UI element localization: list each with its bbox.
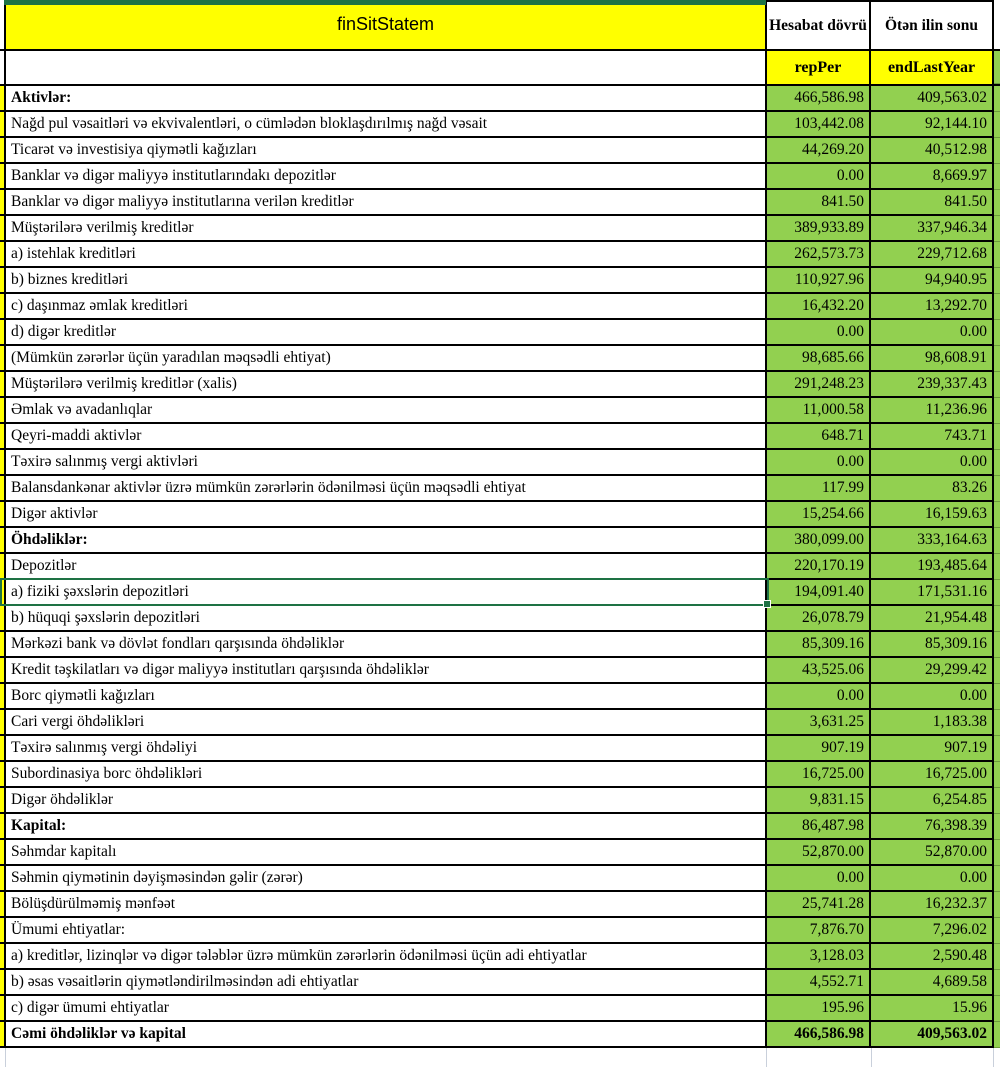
right-margin-cell xyxy=(994,918,1000,944)
column-header-reporting-period[interactable]: Hesabat dövrü xyxy=(767,0,871,49)
endlastyear-value-cell[interactable]: 98,608.91 xyxy=(871,346,994,370)
repper-value-cell[interactable]: 11,000.58 xyxy=(767,398,871,422)
right-margin-cell xyxy=(994,944,1000,970)
right-margin-cell xyxy=(994,0,1000,49)
right-margin-cell xyxy=(994,996,1000,1022)
endlastyear-value-cell[interactable]: 841.50 xyxy=(871,190,994,214)
table-row xyxy=(0,398,1000,424)
row-label-cell[interactable]: Səhmdar kapitalı xyxy=(6,840,767,864)
header-row xyxy=(0,0,1000,51)
table-body xyxy=(0,86,1000,1048)
row-label-cell[interactable]: Kredit təşkilatları və digər maliyyə institutları qarşısında öhdəliklər xyxy=(6,658,767,682)
repper-value-cell[interactable]: 0.00 xyxy=(767,866,871,890)
table-row xyxy=(0,346,1000,372)
row-label-cell[interactable]: b) hüquqi şəxslərin depozitləri xyxy=(6,606,767,630)
repper-value-cell[interactable]: 9,831.15 xyxy=(767,788,871,812)
repper-value-cell[interactable]: 44,269.20 xyxy=(767,138,871,162)
repper-value-cell[interactable]: 380,099.00 xyxy=(767,528,871,552)
table-row xyxy=(0,138,1000,164)
right-margin-cell xyxy=(994,606,1000,632)
selection-fill-handle[interactable] xyxy=(763,600,771,608)
endlastyear-value-cell[interactable]: 40,512.98 xyxy=(871,138,994,162)
right-margin-cell xyxy=(994,216,1000,242)
endlastyear-value-cell[interactable]: 907.19 xyxy=(871,736,994,760)
table-row xyxy=(0,944,1000,970)
endlastyear-value-cell[interactable]: 4,689.58 xyxy=(871,970,994,994)
endlastyear-value-cell[interactable]: 52,870.00 xyxy=(871,840,994,864)
row-label-cell[interactable]: Səhmin qiymətinin dəyişməsindən gəlir (zərər) xyxy=(6,866,767,890)
endlastyear-value-cell[interactable]: 21,954.48 xyxy=(871,606,994,630)
repper-value-cell[interactable]: 86,487.98 xyxy=(767,814,871,838)
table-row xyxy=(0,736,1000,762)
row-label-cell[interactable]: (Mümkün zərərlər üçün yaradılan məqsədli ehtiyat) xyxy=(6,346,767,370)
repper-value-cell[interactable]: 0.00 xyxy=(767,164,871,188)
row-label-cell[interactable]: Banklar və digər maliyyə institutlarındakı depozitlər xyxy=(6,164,767,188)
repper-value-cell[interactable]: 194,091.40 xyxy=(767,580,871,604)
endlastyear-value-cell[interactable]: 11,236.96 xyxy=(871,398,994,422)
row-label-cell[interactable]: Öhdəliklər: xyxy=(6,528,767,552)
subheader-endlastyear[interactable]: endLastYear xyxy=(871,51,994,84)
repper-value-cell[interactable]: 16,725.00 xyxy=(767,762,871,786)
top-green-strip xyxy=(4,0,766,5)
table-row xyxy=(0,528,1000,554)
right-margin-cell xyxy=(994,866,1000,892)
repper-value-cell[interactable]: 43,525.06 xyxy=(767,658,871,682)
table-row xyxy=(0,632,1000,658)
endlastyear-value-cell[interactable]: 6,254.85 xyxy=(871,788,994,812)
right-margin-cell xyxy=(994,346,1000,372)
row-label-cell[interactable]: Əmlak və avadanlıqlar xyxy=(6,398,767,422)
repper-value-cell[interactable]: 16,432.20 xyxy=(767,294,871,318)
right-margin-cell xyxy=(994,1022,1000,1048)
row-label-cell[interactable]: a) kreditlər, lizinqlər və digər tələblər üzrə mümkün zərərlərin ödənilməsi üçün adi ehtiyatlar xyxy=(6,944,767,968)
row-label-cell[interactable]: Banklar və digər maliyyə institutlarına verilən kreditlər xyxy=(6,190,767,214)
right-margin-cell xyxy=(994,788,1000,814)
repper-value-cell[interactable]: 0.00 xyxy=(767,450,871,474)
table-row xyxy=(0,918,1000,944)
endlastyear-value-cell[interactable]: 16,159.63 xyxy=(871,502,994,526)
repper-value-cell[interactable]: 195.96 xyxy=(767,996,871,1020)
endlastyear-value-cell[interactable]: 15.96 xyxy=(871,996,994,1020)
right-margin-cell xyxy=(994,762,1000,788)
row-label-cell[interactable]: Digər aktivlər xyxy=(6,502,767,526)
table-row xyxy=(0,866,1000,892)
repper-value-cell[interactable]: 3,631.25 xyxy=(767,710,871,734)
right-margin-cell xyxy=(994,138,1000,164)
repper-value-cell[interactable]: 103,442.08 xyxy=(767,112,871,136)
table-row xyxy=(0,424,1000,450)
repper-value-cell[interactable]: 7,876.70 xyxy=(767,918,871,942)
column-header-end-last-year[interactable]: Ötən ilin sonu xyxy=(871,0,994,49)
gridline xyxy=(871,1048,872,1067)
table-row xyxy=(0,242,1000,268)
right-margin-cell xyxy=(994,112,1000,138)
repper-value-cell[interactable]: 291,248.23 xyxy=(767,372,871,396)
right-margin-cell xyxy=(994,684,1000,710)
row-label-cell[interactable]: Ticarət və investisiya qiymətli kağızları xyxy=(6,138,767,162)
row-label-cell[interactable]: Cəmi öhdəliklər və kapital xyxy=(6,1022,767,1046)
row-label-cell[interactable]: Mərkəzi bank və dövlət fondları qarşısında öhdəliklər xyxy=(6,632,767,656)
right-margin-cell xyxy=(994,372,1000,398)
row-label-cell[interactable]: Cari vergi öhdəlikləri xyxy=(6,710,767,734)
table-title-cell[interactable]: finSitStatem xyxy=(6,0,767,49)
right-margin-cell xyxy=(994,502,1000,528)
row-label-cell[interactable]: Nağd pul vəsaitləri və ekvivalentləri, o cümlədən bloklaşdırılmış nağd vəsait xyxy=(6,112,767,136)
endlastyear-value-cell[interactable]: 193,485.64 xyxy=(871,554,994,578)
endlastyear-value-cell[interactable]: 333,164.63 xyxy=(871,528,994,552)
table-row xyxy=(0,554,1000,580)
gridline xyxy=(993,1048,994,1067)
repper-value-cell[interactable]: 389,933.89 xyxy=(767,216,871,240)
table-row xyxy=(0,86,1000,112)
row-label-cell[interactable]: Aktivlər: xyxy=(6,86,767,110)
endlastyear-value-cell[interactable]: 16,725.00 xyxy=(871,762,994,786)
endlastyear-value-cell[interactable]: 76,398.39 xyxy=(871,814,994,838)
right-margin-cell xyxy=(994,51,1000,84)
table-row xyxy=(0,1022,1000,1048)
subheader-repper[interactable]: repPer xyxy=(767,51,871,84)
table-row-selected xyxy=(0,580,1000,606)
endlastyear-value-cell[interactable]: 409,563.02 xyxy=(871,86,994,110)
repper-value-cell[interactable]: 98,685.66 xyxy=(767,346,871,370)
row-label-cell[interactable]: Subordinasiya borc öhdəlikləri xyxy=(6,762,767,786)
table-row xyxy=(0,840,1000,866)
right-margin-cell xyxy=(994,242,1000,268)
row-label-cell[interactable]: c) digər ümumi ehtiyatlar xyxy=(6,996,767,1020)
endlastyear-value-cell[interactable]: 743.71 xyxy=(871,424,994,448)
right-margin-cell xyxy=(994,164,1000,190)
table-row xyxy=(0,814,1000,840)
right-margin-cell xyxy=(994,268,1000,294)
right-margin-cell xyxy=(994,580,1000,606)
right-margin-cell xyxy=(994,840,1000,866)
endlastyear-value-cell[interactable]: 83.26 xyxy=(871,476,994,500)
repper-value-cell[interactable]: 26,078.79 xyxy=(767,606,871,630)
gridline xyxy=(766,1048,767,1067)
endlastyear-value-cell[interactable]: 1,183.38 xyxy=(871,710,994,734)
row-label-cell[interactable]: a) istehlak kreditləri xyxy=(6,242,767,266)
endlastyear-value-cell[interactable]: 85,309.16 xyxy=(871,632,994,656)
repper-value-cell[interactable]: 4,552.71 xyxy=(767,970,871,994)
right-margin-cell xyxy=(994,398,1000,424)
repper-value-cell[interactable]: 466,586.98 xyxy=(767,86,871,110)
repper-value-cell[interactable]: 85,309.16 xyxy=(767,632,871,656)
empty-label-cell[interactable] xyxy=(6,51,767,84)
right-margin-cell xyxy=(994,528,1000,554)
row-label-cell[interactable]: Balansdankənar aktivlər üzrə mümkün zərərlərin ödənilməsi üçün məqsədli ehtiyat xyxy=(6,476,767,500)
right-margin-cell xyxy=(994,554,1000,580)
repper-value-cell[interactable]: 52,870.00 xyxy=(767,840,871,864)
right-margin-cell xyxy=(994,450,1000,476)
table-row xyxy=(0,710,1000,736)
right-margin-cell xyxy=(994,736,1000,762)
endlastyear-value-cell[interactable]: 171,531.16 xyxy=(871,580,994,604)
table-row xyxy=(0,658,1000,684)
endlastyear-value-cell[interactable]: 8,669.97 xyxy=(871,164,994,188)
table-row xyxy=(0,268,1000,294)
table-row xyxy=(0,190,1000,216)
row-label-cell[interactable]: b) biznes kreditləri xyxy=(6,268,767,292)
endlastyear-value-cell[interactable]: 0.00 xyxy=(871,450,994,474)
endlastyear-value-cell[interactable]: 16,232.37 xyxy=(871,892,994,916)
table-row xyxy=(0,606,1000,632)
repper-value-cell[interactable]: 841.50 xyxy=(767,190,871,214)
endlastyear-value-cell[interactable]: 0.00 xyxy=(871,866,994,890)
table-row xyxy=(0,684,1000,710)
repper-value-cell[interactable]: 15,254.66 xyxy=(767,502,871,526)
repper-value-cell[interactable]: 648.71 xyxy=(767,424,871,448)
right-margin-cell xyxy=(994,814,1000,840)
table-row xyxy=(0,372,1000,398)
repper-value-cell[interactable]: 117.99 xyxy=(767,476,871,500)
table-row xyxy=(0,970,1000,996)
endlastyear-value-cell[interactable]: 92,144.10 xyxy=(871,112,994,136)
endlastyear-value-cell[interactable]: 337,946.34 xyxy=(871,216,994,240)
row-label-cell[interactable]: Kapital: xyxy=(6,814,767,838)
right-margin-cell xyxy=(994,632,1000,658)
table-row xyxy=(0,996,1000,1022)
row-label-cell[interactable]: a) fiziki şəxslərin depozitləri xyxy=(6,580,767,604)
table-row xyxy=(0,892,1000,918)
endlastyear-value-cell[interactable]: 0.00 xyxy=(871,684,994,708)
right-margin-cell xyxy=(994,424,1000,450)
row-label-cell[interactable]: d) digər kreditlər xyxy=(6,320,767,344)
repper-value-cell[interactable]: 110,927.96 xyxy=(767,268,871,292)
row-label-cell[interactable]: Qeyri-maddi aktivlər xyxy=(6,424,767,448)
table-row xyxy=(0,164,1000,190)
table-row xyxy=(0,112,1000,138)
right-margin-cell xyxy=(994,970,1000,996)
right-margin-cell xyxy=(994,710,1000,736)
row-label-cell[interactable]: Borc qiymətli kağızları xyxy=(6,684,767,708)
endlastyear-value-cell[interactable]: 409,563.02 xyxy=(871,1022,994,1046)
right-margin-cell xyxy=(994,190,1000,216)
endlastyear-value-cell[interactable]: 239,337.43 xyxy=(871,372,994,396)
repper-value-cell[interactable]: 466,586.98 xyxy=(767,1022,871,1046)
repper-value-cell[interactable]: 907.19 xyxy=(767,736,871,760)
right-margin-cell xyxy=(994,294,1000,320)
row-label-cell[interactable]: Bölüşdürülməmiş mənfəət xyxy=(6,892,767,916)
table-row xyxy=(0,450,1000,476)
row-label-cell[interactable]: Müştərilərə verilmiş kreditlər xyxy=(6,216,767,240)
repper-value-cell[interactable]: 262,573.73 xyxy=(767,242,871,266)
row-label-cell[interactable]: Depozitlər xyxy=(6,554,767,578)
endlastyear-value-cell[interactable]: 229,712.68 xyxy=(871,242,994,266)
right-margin-cell xyxy=(994,658,1000,684)
table-row xyxy=(0,502,1000,528)
table-row xyxy=(0,320,1000,346)
endlastyear-value-cell[interactable]: 7,296.02 xyxy=(871,918,994,942)
endlastyear-value-cell[interactable]: 29,299.42 xyxy=(871,658,994,682)
repper-value-cell[interactable]: 3,128.03 xyxy=(767,944,871,968)
right-margin-cell xyxy=(994,86,1000,112)
subheader-row xyxy=(0,51,1000,86)
row-label-cell[interactable]: c) daşınmaz əmlak kreditləri xyxy=(6,294,767,318)
row-label-cell[interactable]: Təxirə salınmış vergi öhdəliyi xyxy=(6,736,767,760)
row-label-cell[interactable]: Təxirə salınmış vergi aktivləri xyxy=(6,450,767,474)
table-row xyxy=(0,216,1000,242)
right-margin-cell xyxy=(994,320,1000,346)
row-label-cell[interactable]: b) əsas vəsaitlərin qiymətləndirilməsindən adi ehtiyatlar xyxy=(6,970,767,994)
right-margin-cell xyxy=(994,476,1000,502)
row-label-cell[interactable]: Müştərilərə verilmiş kreditlər (xalis) xyxy=(6,372,767,396)
endlastyear-value-cell[interactable]: 2,590.48 xyxy=(871,944,994,968)
table-row xyxy=(0,788,1000,814)
table-row xyxy=(0,294,1000,320)
repper-value-cell[interactable]: 25,741.28 xyxy=(767,892,871,916)
repper-value-cell[interactable]: 0.00 xyxy=(767,320,871,344)
table-row xyxy=(0,476,1000,502)
repper-value-cell[interactable]: 220,170.19 xyxy=(767,554,871,578)
right-margin-cell xyxy=(994,892,1000,918)
endlastyear-value-cell[interactable]: 13,292.70 xyxy=(871,294,994,318)
endlastyear-value-cell[interactable]: 0.00 xyxy=(871,320,994,344)
gridline xyxy=(5,1048,6,1067)
table-row xyxy=(0,762,1000,788)
endlastyear-value-cell[interactable]: 94,940.95 xyxy=(871,268,994,292)
row-label-cell[interactable]: Ümumi ehtiyatlar: xyxy=(6,918,767,942)
row-label-cell[interactable]: Digər öhdəliklər xyxy=(6,788,767,812)
repper-value-cell[interactable]: 0.00 xyxy=(767,684,871,708)
